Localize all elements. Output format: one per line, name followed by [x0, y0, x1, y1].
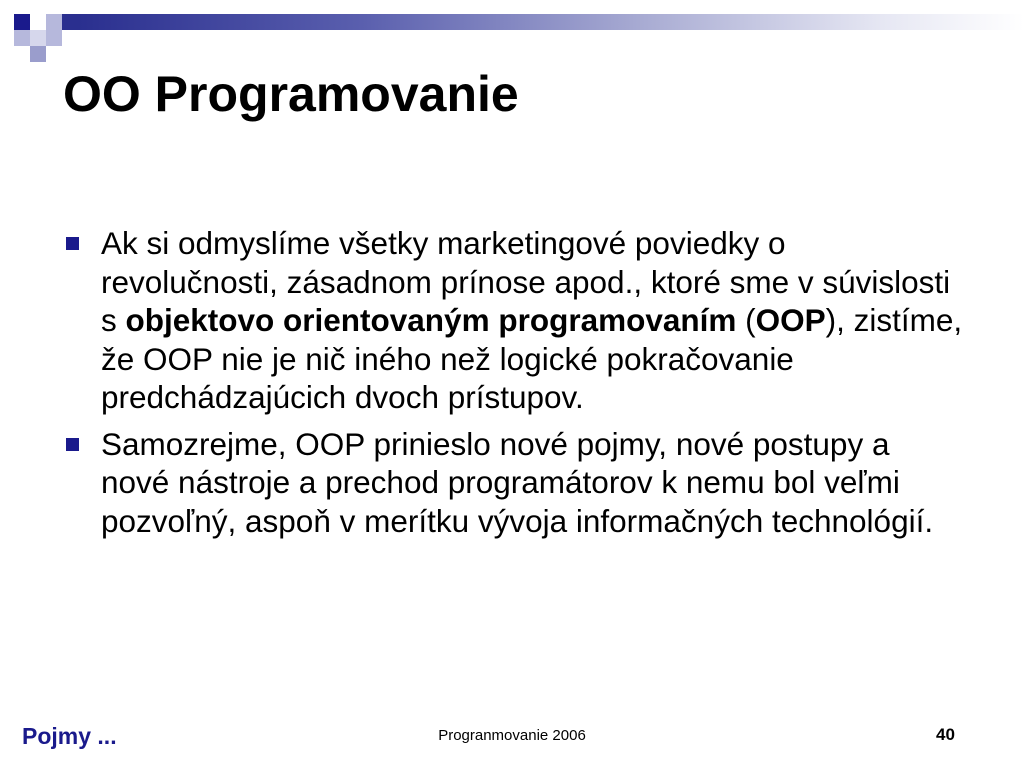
- bullet-square-icon: [66, 438, 79, 451]
- header-square-dark-2: [62, 14, 78, 30]
- bullet-list: [65, 224, 965, 548]
- slide-title: OO Programovanie: [63, 66, 519, 122]
- text-segment-bold: OOP: [755, 302, 826, 338]
- bullet-square-icon: [66, 237, 79, 250]
- header-square-light-3: [30, 30, 46, 46]
- text-segment: Ak si odmyslíme všetky marketingové poviedky o revolučnosti, zásadnom prínose apod., ktoré sme v súvislosti s: [101, 225, 951, 338]
- header-square-light-1: [46, 14, 62, 30]
- header-gradient-band: [78, 14, 1024, 30]
- header-square-mid-1: [30, 46, 46, 62]
- header-square-dark-1: [14, 14, 30, 30]
- header-square-light-2: [14, 30, 30, 46]
- bullet-item: [65, 224, 965, 417]
- text-segment: (: [736, 302, 756, 338]
- text-segment: Samozrejme, OOP prinieslo nové pojmy, nové postupy a nové nástroje a prechod programátorov k nemu bol veľmi pozvoľný, aspoň v merítku vývoja informačných technológií.: [101, 425, 934, 539]
- footer-course-title: Progranmovanie 2006: [438, 727, 586, 744]
- bullet-text: [101, 224, 965, 417]
- bullet-text: [101, 425, 965, 541]
- footer-section-label: Pojmy ...: [22, 723, 117, 749]
- text-segment-bold: objektovo orientovaným programovaním: [125, 302, 737, 338]
- bullet-item: [65, 425, 965, 541]
- text-segment: ), zistíme, že OOP nie je nič iného než logické pokračovanie predchádzajúcich dvoch prístupov.: [101, 302, 963, 415]
- footer-page-number: 40: [936, 725, 955, 744]
- header-square-light-4: [46, 30, 62, 46]
